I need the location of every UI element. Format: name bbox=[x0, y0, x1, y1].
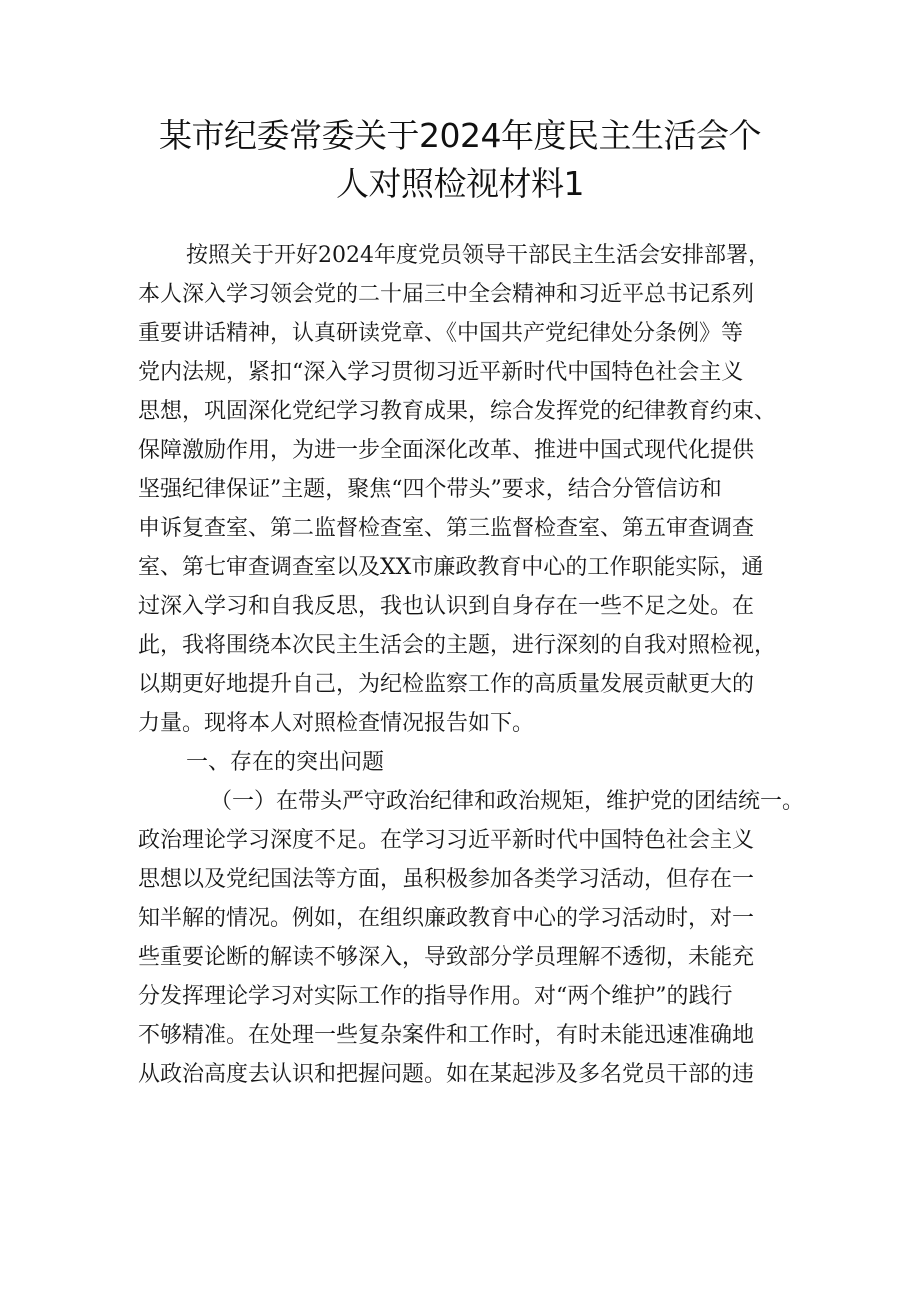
paragraph-line: 室、第七审查调查室以及XX市廉政教育中心的工作职能实际，通 bbox=[138, 555, 764, 580]
paragraph-line: 政治理论学习深度不足。在学习习近平新时代中国特色社会主义 bbox=[138, 828, 755, 853]
paragraph-line: 从政治高度去认识和把握问题。如在某起涉及多名党员干部的违 bbox=[138, 1062, 755, 1087]
document-title bbox=[100, 112, 820, 208]
paragraph-line: 申诉复查室、第二监督检查室、第三监督检查室、第五审查调查 bbox=[138, 516, 755, 541]
paragraph-line: 按照关于开好2024年度党员领导干部民主生活会安排部署， bbox=[186, 243, 770, 268]
paragraph-line: 过深入学习和自我反思，我也认识到自身存在一些不足之处。在 bbox=[138, 594, 755, 619]
paragraph-line: 此，我将围绕本次民主生活会的主题，进行深刻的自我对照检视， bbox=[138, 633, 777, 658]
paragraph-line: 分发挥理论学习对实际工作的指导作用。对“两个维护”的践行 bbox=[138, 984, 733, 1009]
paragraph-line: 党内法规，紧扣“深入学习贯彻习近平新时代中国特色社会主义 bbox=[138, 360, 744, 385]
paragraph-line: 不够精准。在处理一些复杂案件和工作时，有时未能迅速准确地 bbox=[138, 1023, 755, 1048]
paragraph-line: 力量。现将本人对照检查情况报告如下。 bbox=[138, 711, 535, 736]
paragraph-line: 知半解的情况。例如，在组织廉政教育中心的学习活动时，对一 bbox=[138, 906, 755, 931]
title-line: 人对照检视材料1 bbox=[336, 164, 584, 203]
paragraph-line: 重要讲话精神，认真研读党章、《中国共产党纪律处分条例》等 bbox=[138, 321, 744, 346]
paragraph-line: 本人深入学习领会党的二十届三中全会精神和习近平总书记系列 bbox=[138, 282, 755, 307]
paragraph-line: 思想，巩固深化党纪学习教育成果，综合发挥党的纪律教育约束、 bbox=[138, 399, 777, 424]
intro-paragraph bbox=[138, 236, 798, 743]
paragraph-line: 些重要论断的解读不够深入，导致部分学员理解不透彻，未能充 bbox=[138, 945, 755, 970]
paragraph-line: 思想以及党纪国法等方面，虽积极参加各类学习活动，但存在一 bbox=[138, 867, 755, 892]
paragraph-line: 以期更好地提升自己，为纪检监察工作的高质量发展贡献更大的 bbox=[138, 672, 755, 697]
paragraph-line: 保障激励作用，为进一步全面深化改革、推进中国式现代化提供 bbox=[138, 438, 755, 463]
section-heading: 一、存在的突出问题 bbox=[186, 750, 385, 775]
body-paragraph bbox=[138, 821, 798, 1094]
title-line: 某市纪委常委关于2024年度民主生活会个 bbox=[159, 116, 761, 155]
subsection-heading: （一）在带头严守政治纪律和政治规矩，维护党的团结统一。 bbox=[210, 789, 805, 814]
paragraph-line: 坚强纪律保证”主题，聚焦“四个带头”要求，结合分管信访和 bbox=[138, 477, 722, 502]
document-body bbox=[138, 236, 805, 1094]
